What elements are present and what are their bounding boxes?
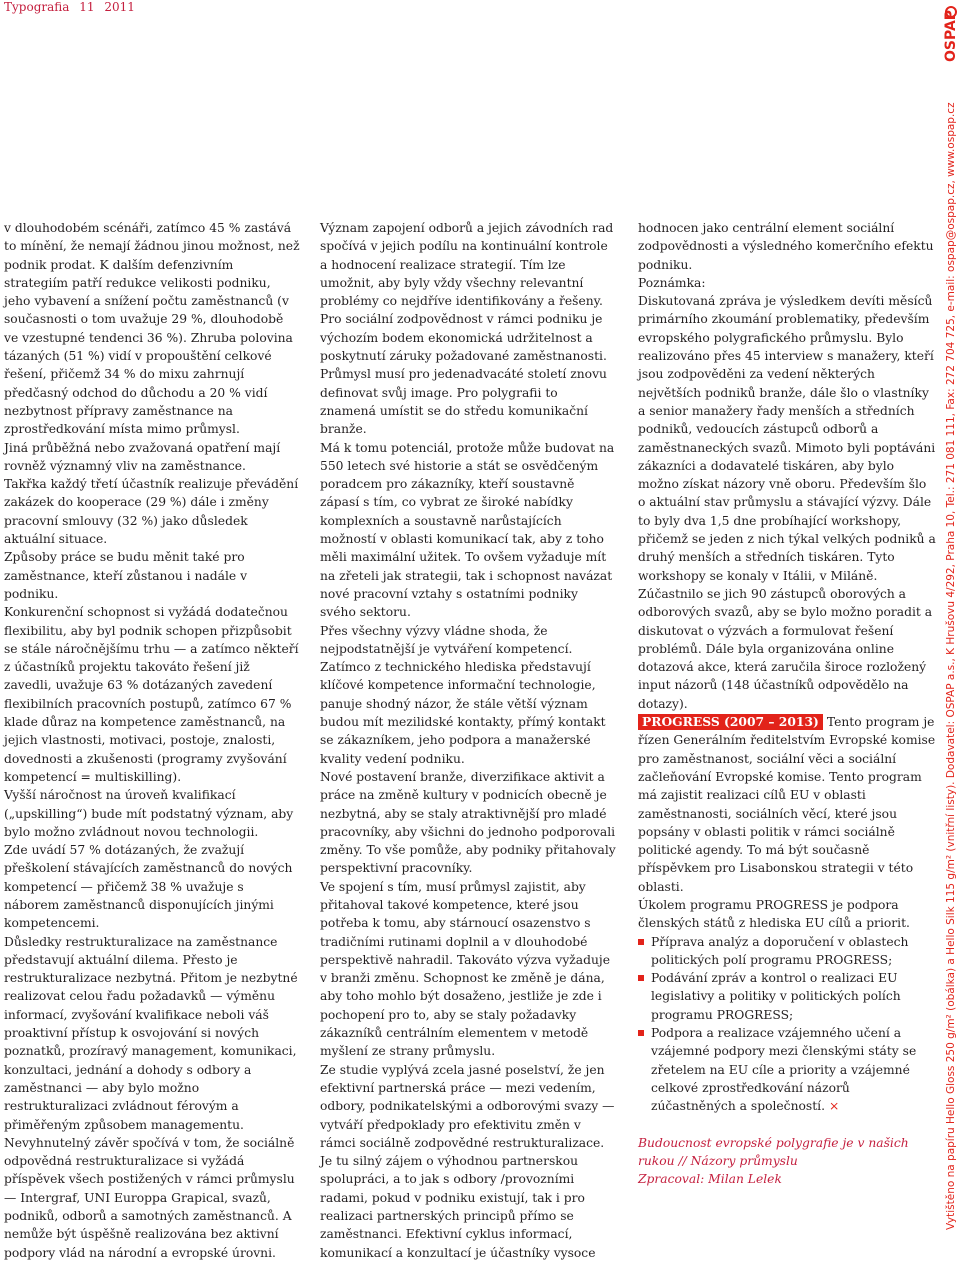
progress-goals-list [638, 933, 936, 1116]
paragraph: Zatímco z technického hlediska představují klíčové kompetence informační technologie, panuje shodný názor, že stále větší význam budou mít mezilidské kontakty, přímý kontakt se zákazníkem, jeho podpora a manažerské kvality vedení podniku. [320, 660, 606, 766]
list-item-text: Podpora a realizace vzájemného učení a vzájemné podpory mezi členskými státy se zřetelem na EU cíle a priority a vzájemné celkové zprostředkování názorů zúčastněných a společností. [651, 1026, 917, 1114]
header-section: Typografia [4, 0, 70, 14]
list-item [638, 1024, 936, 1115]
column-2 [320, 219, 616, 1262]
bullet-square-icon [638, 939, 644, 945]
progress-paragraph [638, 713, 936, 896]
credits-author: Zpracoval: Milan Lelek [638, 1172, 782, 1187]
note-paragraph: Diskutovaná zpráva je výsledkem devíti měsíců primárního zkoumání problematiky, především evropského polygrafického průmyslu. Bylo realizováno přes 45 interview s manažery, kteří jsou zodpověděni za vedení některých největších podniků branže, dále šlo o vlastníky a senior manažery řady menších a středních podniků, vedoucích zástupců odborů a zaměstnaneckých svazů. Mimoto byli poptáváni zákazníci a dodavatelé tiskáren, aby bylo možno získat názory vně oboru. Především šlo o aktuální stav průmyslu a stávající výzvy. Dále to byly dva 1,5 dne probíhající workshopy, přičemž se jeden z nich týkal velkých podniků a druhý menších a středních tiskáren. Tyto workshopy se konaly v Itálii, v Miláně. Zúčastnilo se jich 90 zástupců oborových a odborových svazů, aby se bylo možno poradit a diskutovat o výzvách a formulovat řešení problémů. Dále byla organizována online dotazová akce, která zaručila široce rozložený input názorů (148 účastníků odpovědělo na dotazy). [638, 294, 936, 711]
paragraph: Důsledky restrukturalizace na zaměstnance představují aktuální dilema. Přesto je restrukturalizace nezbytná. Přitom je nezbytné realizovat celou řadu požadavků — výměnu informací, zvyšování kvalifikace neboli váš proaktivní přístup k osvojování si nových poznatků, prozíravý management, komunikaci, konzultaci, jednání a dohody s odbory a zaměstnanci — aby bylo možno restrukturalizaci zvládnout férovým a přiměřeným způsobem managementu. [4, 934, 298, 1132]
paragraph: v dlouhodobém scénáři, zatímco 45 % zastává to mínění, že nemají žádnou jinou možnost, než podnik prodat. K dalším defenzivním strategiím patří redukce velikosti podniku, jeho vybavení a snížení počtu zaměstnanců (v současnosti o tom uvažuje 29 %, dlouhodobě ve vzestupné tendenci 36 %). Zhruba polovina tázaných (51 %) vidí v propouštění celkové řešení, přičemž 34 % do mixu zahrnují předčasný odchod do důchodu a 20 % vidí nezbytnost přípravy zaměstnance na zprostředkování místa mimo průmysl. [4, 221, 300, 437]
paragraph: Vyšší náročnost na úroveň kvalifikací („upskilling“) bude mít podstatný význam, aby bylo možno zvládnout novou technologii. [4, 788, 294, 839]
paragraph: Má k tomu potenciál, protože může budovat na 550 letech své historie a stát se osvědčeným poradcem pro zákazníky, kteří soustavně zápasí s tím, co vybrat ze široké nabídky komplexních a soustavně narůstajících možností v oblasti komunikací tak, aby z toho měli maximální užitek. To ovšem vyžaduje mít na zřeteli jak strategii, tak i schopnost navázat nové pracovní vztahy s ostatními podniky svého sektoru. [320, 440, 615, 620]
paragraph: Zde uvádí 57 % dotázaných, že zvažují přeškolení stávajících zaměstnanců do nových kompetencí — přičemž 38 % uvažuje s náborem zaměstnanců disponujících jinými kompetencemi. [4, 843, 293, 931]
paragraph: Nové postavení branže, diverzifikace aktivit a práce na změně kultury v podnicích obecně je nezbytná, aby se staly atraktivnější pro mladé pracovníky, aby všichni do jednoho podporovali změny. To vše pomůže, aby podniky přitahovaly perspektivní pracovníky. [320, 769, 616, 876]
ospap-logo [942, 4, 960, 60]
paragraph: Takřka každý třetí účastník realizuje převádění zakázek do kooperace (29 %) dále i změny pracovní smlouvy (32 %) jako důsledek aktuální situace. [4, 477, 299, 547]
header-issue: 11 [79, 0, 95, 14]
paragraph: Jiná průběžná nebo zvažovaná opatření mají rovněž významný vliv na zaměstnance. [4, 440, 281, 473]
logo-text: OSPAP [943, 9, 959, 62]
bullet-square-icon [638, 975, 644, 981]
paragraph: Ve spojení s tím, musí průmysl zajistit, aby přitahoval takové kompetence, které jsou potřeba k tomu, aby stárnoucí osazenstvo s tradičními rutinami doplnil a v dlouhodobé perspektivě nahradil. Takováto výzva vyžaduje v branži změnu. Schopnost ke změně je dána, aby toho mohlo být dosaženo, jestliže je zde i pochopení pro to, aby se staly požadavky zákazníků centrálním elementem v metodě myšlení ze strany průmyslu. [320, 879, 610, 1059]
paragraph-intro: hodnocen jako centrální element sociální zodpovědnosti a výsledného komerčního efektu podniku. [638, 221, 934, 272]
note-label: Poznámka: [638, 275, 706, 290]
paragraph: Nevyhnutelný závěr spočívá v tom, že sociálně odpovědná restrukturalizace si vyžádá příspěvek všech postižených v rámci průmyslu — Intergraf, UNI Europpa Grapical, svazů, podniků, odborů a samotných zaměstnanců. A nemůže být úspěšně realizována bez aktivní podpory vlád na národní a evropské úrovni. [4, 1135, 295, 1260]
progress-tag: PROGRESS (2007 – 2013) [638, 714, 823, 730]
paragraph: Konkurenční schopnost si vyžádá dodatečnou flexibilitu, aby byl podnik schopen přizpůsobit se stále náročnějšímu trhu — a zatímco někteří z účastníků projektu takováto řešení již zavedli, uvažuje 63 % dotázaných zavedení flexibilních pracovních postupů, zatímco 67 % klade důraz na kompetence zaměstnanců, na jejich vlastnosti, motivaci, postoje, znalosti, dovednosti a zkušenosti (programy zvyšování kompetencí = multiskilling). [4, 605, 299, 784]
header-year: 2011 [104, 0, 135, 14]
print-info-text: Vytištěno na papíru Hello Gloss 250 g/m² (obálka) a Hello Silk 115 g/m² (vnitřní listy). Dodavatel: OSPAP a.s., K Hrušovu 4/292, Praha 10, Tel.: 271 081 111, Fax: 272 704 725, e-mail: ospap@ospap.cz, www.ospap.cz [945, 102, 957, 1230]
paragraph: Pro sociální zodpovědnost v rámci podniku je výchozím bodem ekonomická udržitelnost a poskytnutí záruky požadované zaměstnanosti. [320, 312, 607, 364]
paragraph: Průmysl musí pro jedenadvacáté století znovu definovat svůj image. Pro polygrafii to znamená umístit se do středu komunikační branže. [320, 367, 607, 437]
paragraph: Je tu silný zájem o výhodnou partnerskou spolupráci, a to jak s odbory /provozními radami, pokud v podniku existují, tak i pro realizaci partnerských principů přímo se zaměstnanci. Efektivní cyklus informací, komunikací a konzultací je účastníky vysoce [320, 1154, 596, 1260]
list-item-text: Podávání zpráv a kontrol o realizaci EU legislativy a politiky v politických polích programu PROGRESS; [651, 971, 901, 1022]
article-credits [638, 1134, 936, 1189]
paragraph: Význam zapojení odborů a jejich závodních rad spočívá v jejich podílu na kontinuální kontrole a hodnocení realizace strategií. Tím lze umožnit, aby byly vždy všechny relevantní problémy co nejdříve identifikovány a řešeny. [320, 221, 614, 309]
list-item [638, 969, 936, 1024]
list-item-text: Příprava analýz a doporučení v oblastech politických polí programu PROGRESS; [651, 934, 909, 967]
paragraph: Přes všechny výzvy vládne shoda, že nejpodstatnější je vytváření kompetencí. [320, 623, 573, 656]
bullet-square-icon [638, 1030, 644, 1036]
paragraph: Způsoby práce se budu měnit také pro zaměstnance, kteří zůstanou i nadále v podniku. [4, 550, 248, 601]
sponsor-sidebar [942, 0, 960, 1239]
page-header [4, 0, 141, 14]
end-mark-icon: × [829, 1099, 840, 1114]
goal-paragraph: Úkolem programu PROGRESS je podpora členských států z hlediska EU cílů a priorit. [638, 897, 910, 931]
column-3 [638, 219, 936, 1188]
list-item [638, 933, 936, 970]
credits-source: Budoucnost evropské polygrafie je v našich rukou // Názory průmyslu [638, 1135, 909, 1168]
paragraph: Ze studie vyplývá zcela jasné poselství, že jen efektivní partnerská práce — mezi vedením, odbory, podnikatelskými a odborovými svazy — vytváří předpoklady pro efektivitu změn v rámci sociálně zodpovědné restrukturalizace. [320, 1062, 615, 1150]
progress-text: Tento program je řízen Generálním ředitelstvím Evropské komise pro zaměstnanost, sociální věci a sociální začleňování Evropské komise. Tento program má zajistit realizaci cílů EU v oblasti zaměstnanosti, sociálních věcí, které jsou popsány v oblasti politik v rámci sociálně politické agendy. To má být současně příspěvkem pro Lisabonskou strategii v této oblasti. [638, 715, 936, 894]
column-1 [4, 219, 300, 1262]
